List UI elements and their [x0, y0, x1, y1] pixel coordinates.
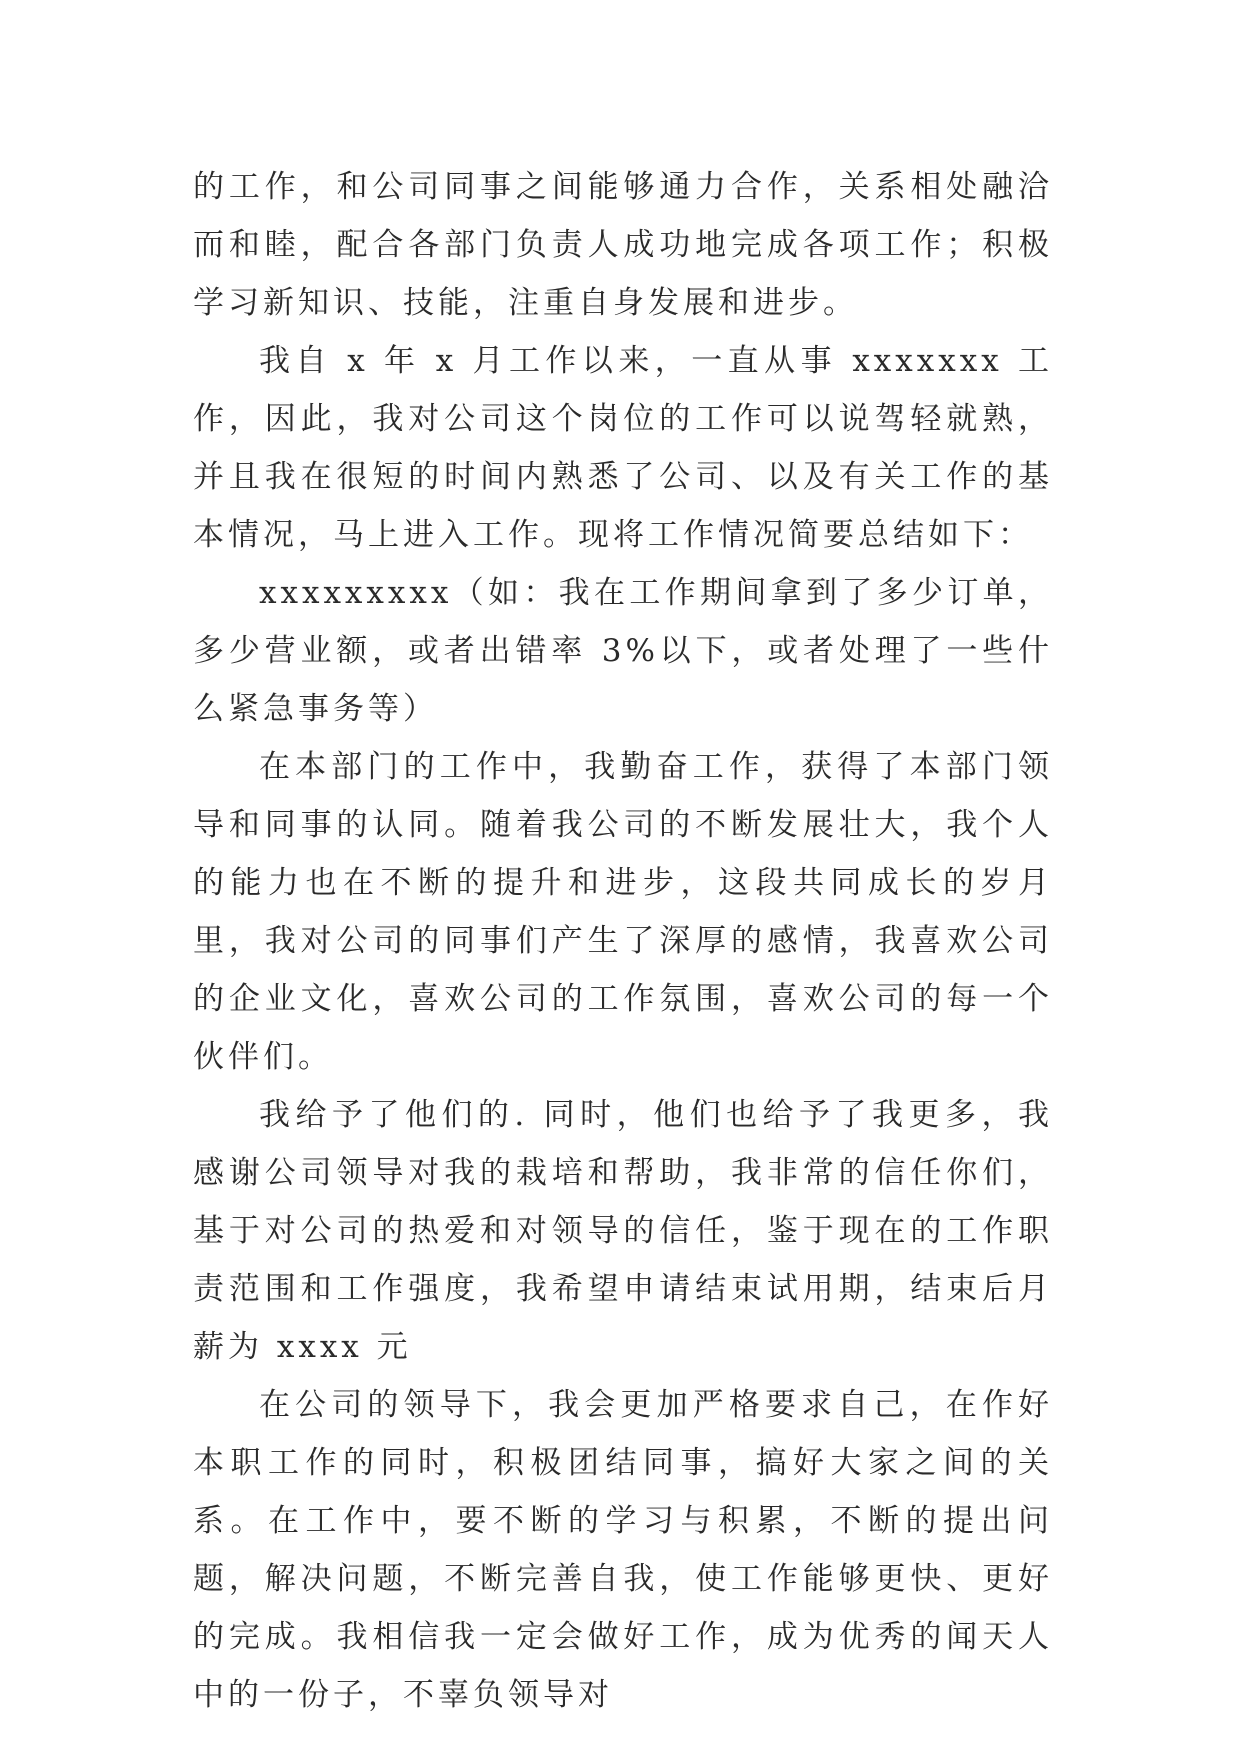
paragraph-continuation: 的工作，和公司同事之间能够通力合作，关系相处融洽而和睦，配合各部门负责人成功地完成各项工作；积极学习新知识、技能，注重自身发展和进步。: [193, 169, 1053, 321]
paragraph-commitment: 在公司的领导下，我会更加严格要求自己，在作好本职工作的同时，积极团结同事，搞好大家之间的关系。在工作中，要不断的学习与积累，不断的提出问题，解决问题，不断完善自我，使工作能够更快、更好的完成。我相信我一定会做好工作，成为优秀的闻天人中的一份子，不辜负领导对: [193, 1387, 1053, 1713]
paragraph-request: 我给予了他们的. 同时，他们也给予了我更多，我感谢公司领导对我的栽培和帮助，我非常的信任你们，基于对公司的热爱和对领导的信任，鉴于现在的工作职责范围和工作强度，我希望申请结束试用期，结束后月薪为 xxxx 元: [193, 1097, 1053, 1365]
paragraph-department: 在本部门的工作中，我勤奋工作，获得了本部门领导和同事的认同。随着我公司的不断发展壮大，我个人的能力也在不断的提升和进步，这段共同成长的岁月里，我对公司的同事们产生了深厚的感情，我喜欢公司的企业文化，喜欢公司的工作氛围，喜欢公司的每一个伙伴们。: [193, 749, 1053, 1075]
paragraph-work-history: 我自 x 年 x 月工作以来，一直从事 xxxxxxx 工作，因此，我对公司这个岗位的工作可以说驾轻就熟，并且我在很短的时间内熟悉了公司、以及有关工作的基本情况，马上进入工作。现将工作情况简要总结如下：: [193, 343, 1053, 553]
document-body: [193, 158, 1053, 1724]
paragraph-achievements: xxxxxxxxx（如：我在工作期间拿到了多少订单，多少营业额，或者出错率 3%以下，或者处理了一些什么紧急事务等）: [193, 575, 1053, 727]
